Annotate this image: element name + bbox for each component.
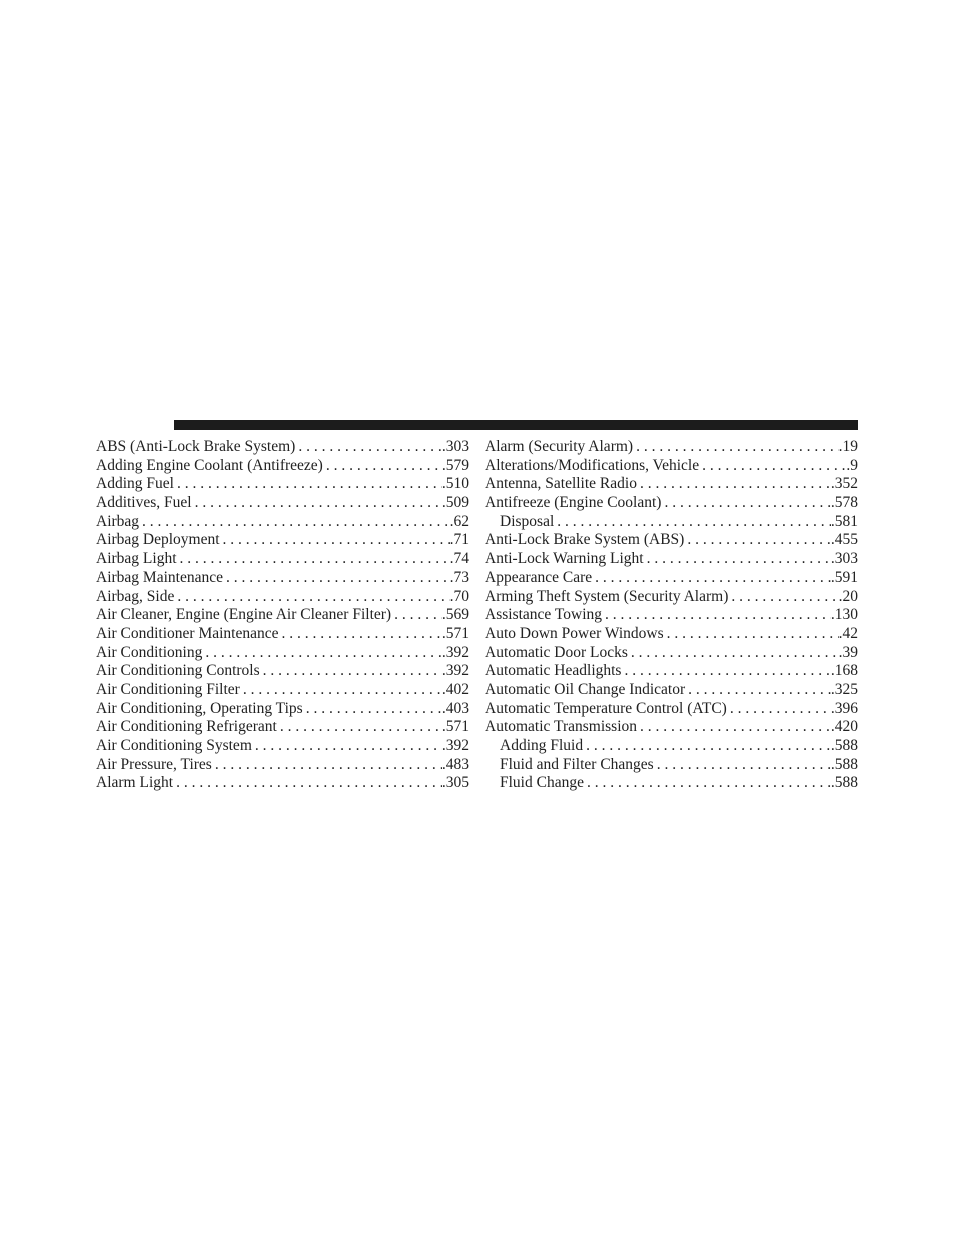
index-term: Additives, Fuel xyxy=(96,494,192,512)
page-number: .303 xyxy=(441,438,469,455)
index-entry xyxy=(96,756,469,775)
page-number: .591 xyxy=(830,568,858,586)
index-term: Alterations/Modifications, Vehicle xyxy=(485,456,700,474)
index-entry xyxy=(96,569,469,588)
page-number: .19 xyxy=(838,438,858,455)
page-number: .325 xyxy=(830,680,858,698)
page-number: .588 xyxy=(830,755,858,773)
page-number: .396 xyxy=(830,699,858,717)
index-entry xyxy=(485,700,858,719)
dot-leader xyxy=(728,588,838,607)
index-term: Arming Theft System (Security Alarm) xyxy=(485,587,729,605)
dot-leader xyxy=(621,662,830,681)
index-entry xyxy=(96,494,469,513)
page-number: .20 xyxy=(838,587,858,605)
page-number: .455 xyxy=(830,531,858,549)
index-entry xyxy=(96,438,469,457)
index-term: Air Conditioning Controls xyxy=(96,662,260,680)
index-entry xyxy=(96,513,469,532)
dot-leader xyxy=(173,774,442,793)
index-entry xyxy=(96,588,469,607)
index-subentry xyxy=(485,737,858,756)
index-entry xyxy=(96,644,469,663)
dot-leader xyxy=(391,606,442,625)
index-term: Air Cleaner, Engine (Engine Air Cleaner Filter) xyxy=(96,606,392,624)
index-term: Air Conditioning Refrigerant xyxy=(96,718,277,736)
index-subentry xyxy=(485,513,858,532)
page-number: .303 xyxy=(830,550,858,568)
index-term: Antifreeze (Engine Coolant) xyxy=(485,494,662,512)
index-term: Airbag Maintenance xyxy=(96,568,223,586)
dot-leader xyxy=(654,756,831,775)
dot-leader xyxy=(602,606,831,625)
index-entry xyxy=(96,550,469,569)
dot-leader xyxy=(628,644,839,663)
page-number: .9 xyxy=(846,456,858,474)
page-number: .403 xyxy=(441,699,469,717)
index-term: Airbag Deployment xyxy=(96,531,220,549)
dot-leader xyxy=(212,756,442,775)
index-term: Air Conditioner Maintenance xyxy=(96,624,279,642)
index-term: Air Conditioning xyxy=(96,643,203,661)
dot-leader xyxy=(637,718,831,737)
dot-leader xyxy=(684,531,831,550)
index-entry xyxy=(485,644,858,663)
dot-leader xyxy=(277,718,442,737)
dot-leader xyxy=(584,774,831,793)
dot-leader xyxy=(637,475,831,494)
index-term: Air Conditioning, Operating Tips xyxy=(96,699,303,717)
dot-leader xyxy=(279,625,442,644)
index-entry xyxy=(96,475,469,494)
page-number: .571 xyxy=(441,718,469,736)
index-term: Auto Down Power Windows xyxy=(485,624,664,642)
dot-leader xyxy=(174,588,449,607)
index-term: Adding Engine Coolant (Antifreeze) xyxy=(96,456,323,474)
page-number: .73 xyxy=(449,568,469,586)
index-term: Alarm Light xyxy=(96,774,174,792)
index-entry xyxy=(485,606,858,625)
index-term: Automatic Door Locks xyxy=(485,643,628,661)
index-term: Automatic Transmission xyxy=(485,718,638,736)
index-term: Appearance Care xyxy=(485,568,593,586)
index-entry xyxy=(485,494,858,513)
page-number: .579 xyxy=(441,456,469,474)
index-term: Air Conditioning Filter xyxy=(96,680,240,698)
page-number: .392 xyxy=(441,737,469,754)
dot-leader xyxy=(727,700,831,719)
dot-leader xyxy=(192,494,442,513)
index-entry xyxy=(96,774,469,793)
index-entry xyxy=(96,700,469,719)
index-column-left xyxy=(96,438,469,793)
page-number: .352 xyxy=(830,475,858,493)
section-header-bar xyxy=(174,420,858,430)
index-entry xyxy=(485,569,858,588)
page-number: .402 xyxy=(441,680,469,698)
index-term: Airbag, Side xyxy=(96,587,175,605)
page-number: .39 xyxy=(838,643,858,661)
index-entry xyxy=(96,681,469,700)
dot-leader xyxy=(644,550,831,569)
index-column-right xyxy=(485,438,858,793)
dot-leader xyxy=(303,700,442,719)
dot-leader xyxy=(661,494,830,513)
index-entry xyxy=(485,438,858,457)
index-term: Antenna, Satellite Radio xyxy=(485,475,637,493)
page-number: .483 xyxy=(441,755,469,773)
page-number: .420 xyxy=(830,718,858,736)
page-number: .71 xyxy=(449,531,469,549)
page-number: .588 xyxy=(830,774,858,792)
index-term: Alarm (Security Alarm) xyxy=(485,438,634,455)
index-entry xyxy=(485,550,858,569)
index-entry xyxy=(96,457,469,476)
dot-leader xyxy=(177,550,450,569)
page-number: .578 xyxy=(830,494,858,512)
index-term: Air Conditioning System xyxy=(96,737,252,754)
dot-leader xyxy=(220,531,450,550)
index-entry xyxy=(96,606,469,625)
index-term: Adding Fuel xyxy=(96,475,174,493)
dot-leader xyxy=(223,569,450,588)
dot-leader xyxy=(554,513,831,532)
index-entry xyxy=(96,662,469,681)
dot-leader xyxy=(202,644,442,663)
index-term: Disposal xyxy=(500,512,555,530)
page-number: .62 xyxy=(449,512,469,530)
page-number: .392 xyxy=(441,662,469,680)
dot-leader xyxy=(323,457,442,476)
page-number: .571 xyxy=(441,624,469,642)
index-subentry xyxy=(485,774,858,793)
page-number: .130 xyxy=(830,606,858,624)
dot-leader xyxy=(295,438,442,457)
index-entry xyxy=(485,457,858,476)
index-term: Anti-Lock Warning Light xyxy=(485,550,644,568)
page-number: .581 xyxy=(830,512,858,530)
index-entry xyxy=(485,681,858,700)
index-term: Automatic Headlights xyxy=(485,662,622,680)
index-entry xyxy=(485,475,858,494)
dot-leader xyxy=(633,438,839,457)
page-number: .509 xyxy=(441,494,469,512)
page-number: .305 xyxy=(441,774,469,792)
dot-leader xyxy=(174,475,442,494)
index-term: ABS (Anti-Lock Brake System) xyxy=(96,438,296,455)
dot-leader xyxy=(699,457,846,476)
page-number: .74 xyxy=(449,550,469,568)
index-entry xyxy=(485,588,858,607)
page-number: .510 xyxy=(441,475,469,493)
index-entry xyxy=(96,737,469,756)
dot-leader xyxy=(252,737,442,756)
page-number: .569 xyxy=(441,606,469,624)
index-term: Fluid Change xyxy=(500,774,584,792)
page-number: .168 xyxy=(830,662,858,680)
index-term: Air Pressure, Tires xyxy=(96,755,212,773)
index-term: Anti-Lock Brake System (ABS) xyxy=(485,531,685,549)
index-entry xyxy=(96,718,469,737)
index-entry xyxy=(485,625,858,644)
index-entry xyxy=(96,531,469,550)
dot-leader xyxy=(664,625,839,644)
dot-leader xyxy=(240,681,442,700)
index-term: Fluid and Filter Changes xyxy=(500,755,654,773)
page-number: .70 xyxy=(449,587,469,605)
index-term: Adding Fluid xyxy=(500,737,584,754)
index-entry xyxy=(485,662,858,681)
dot-leader xyxy=(260,662,442,681)
index-entry xyxy=(96,625,469,644)
index-subentry xyxy=(485,756,858,775)
page-number: .392 xyxy=(441,643,469,661)
dot-leader xyxy=(685,681,831,700)
page-number: .588 xyxy=(830,737,858,754)
index-entry xyxy=(485,718,858,737)
index-term: Assistance Towing xyxy=(485,606,603,624)
dot-leader xyxy=(592,569,831,588)
dot-leader xyxy=(139,513,450,532)
index-term: Automatic Temperature Control (ATC) xyxy=(485,699,727,717)
index-term: Airbag xyxy=(96,512,140,530)
index-term: Automatic Oil Change Indicator xyxy=(485,680,686,698)
page-number: .42 xyxy=(838,624,858,642)
index-term: Airbag Light xyxy=(96,550,177,568)
index-entry xyxy=(485,531,858,550)
dot-leader xyxy=(583,737,831,756)
